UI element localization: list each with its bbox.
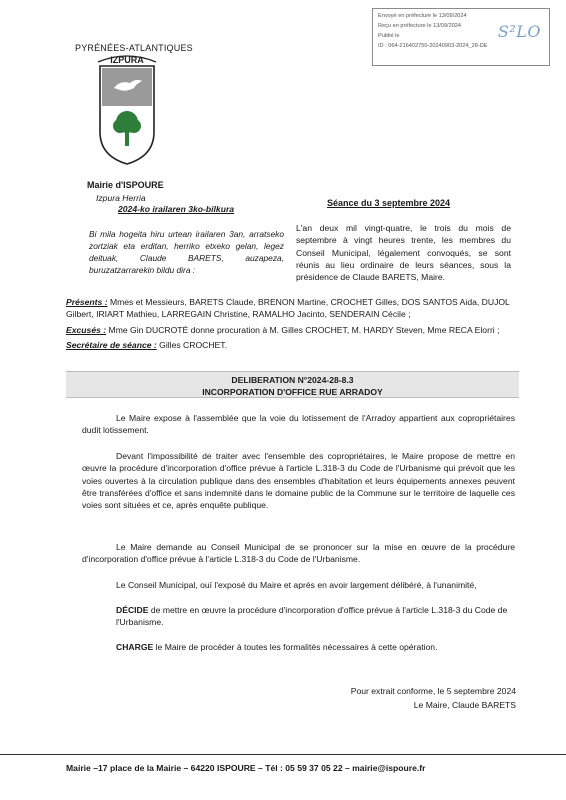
signoff-extract-line: Pour extrait conforme, le 5 septembre 2024: [350, 686, 516, 696]
stamp-sent-line: Envoyé en préfecture le 13/09/2024: [378, 13, 467, 19]
stamp-id-line: ID : 064-216402750-20240903-2024_28-DE: [378, 43, 488, 49]
paragraph-council: Le Conseil Municipal, ouï l'exposé du Maire et après en avoir largement délibéré, à l'unanimité,: [116, 580, 477, 590]
deliberation-title: INCORPORATION D'OFFICE RUE ARRADOY: [202, 387, 383, 397]
transmission-stamp: [372, 8, 550, 66]
footer-contact: Mairie –17 place de la Mairie – 64220 ISPOURE – Tél : 05 59 37 05 22 – mairie@ispoure.fr: [66, 763, 426, 773]
excuses-list: Mme Gin DUCROTÉ donne procuration à M. Gilles CROCHET, M. HARDY Steven, Mme RECA Elorri ;: [108, 324, 500, 335]
region-heading: PYRÉNÉES-ATLANTIQUES: [75, 43, 193, 53]
mairie-name: Mairie d'ISPOURE: [87, 180, 164, 190]
attendance-block: [66, 296, 521, 354]
deliberation-number: DELIBERATION N°2024-28-8.3: [231, 375, 354, 385]
charge-text: le Maire de procéder à toutes les formalités nécessaires à cette opération.: [155, 642, 438, 652]
basque-session-title: 2024-ko irailaren 3ko-bilkura: [118, 204, 235, 214]
decide-text: de mettre en œuvre la procédure d'incorporation d'office prévue à l'article L.318-3 du Code de l'Urbanisme.: [116, 605, 508, 628]
basque-intro: Bi mila hogeita hiru urtean irailaren 3an, arratseko zortziak eta erditan, herriko etxeko gelan, legez deituak, Claude BARETS, auzapeza, buruzatzarrarekin bildu dira :: [89, 229, 284, 275]
charge-label: CHARGE: [116, 642, 154, 652]
session-title: Séance du 3 septembre 2024: [327, 198, 451, 208]
paragraph-request: Le Maire demande au Conseil Municipal de se prononcer sur la mise en œuvre de la procédure d'incorporation d'office prévue à l'article L.318-3 du Code de l'Urbanisme.: [82, 542, 515, 565]
excuses-label: Excusés :: [66, 324, 107, 335]
excuses-line: [66, 324, 521, 336]
signoff-block: [326, 684, 516, 712]
paragraph-proposal: Devant l'impossibilité de traiter avec l'ensemble des copropriétaires, le Maire propose de mettre en œuvre la procédure d'incorporation d'office prévue à l'article L.318-3 du Code de l'Urbanisme qui prévoit que les voies ouvertes à la circulation publique dans des ensembles d'habitation et leurs équipements annexes peuvent être transférées d'office et sans indemnité dans le domaine public de la Commune sur le territoire de laquelle ces voies sont situées et ce, après enquête publique.: [82, 451, 515, 511]
signoff-mayor-line: Le Maire, Claude BARETS: [413, 700, 516, 710]
decide-clause: [116, 604, 516, 629]
stamp-signature-logo: S²LO: [497, 22, 541, 41]
footer-divider: [0, 754, 566, 755]
herria-name: Izpura Herria: [96, 193, 146, 203]
presents-line: [66, 296, 521, 321]
stamp-published-line: Publié le: [378, 33, 400, 39]
presents-list: Mmes et Messieurs, BARETS Claude, BRENON Martine, CROCHET Gilles, DOS SANTOS Aida, DUJOL Gilbert, IRIART Mathieu, LARREGAIN Christine, RAMALHO Jacinto, SENDERAIN Cécile ;: [66, 297, 510, 320]
coat-of-arms-logo: [96, 52, 158, 166]
charge-clause: [116, 641, 516, 653]
french-intro: L'an deux mil vingt-quatre, le trois du mois de septembre à vingt heures trente, les membres du Conseil Municipal, légalement convoqués, se sont réunis au lieu ordinaire de leurs séances, sous la présidence de Claude BARETS, Maire.: [296, 223, 511, 283]
secretaire-name: Gilles CROCHET.: [159, 339, 227, 350]
decide-label: DÉCIDE: [116, 605, 149, 615]
logo-banner-text: IZPURA: [110, 55, 144, 65]
presents-label: Présents :: [66, 297, 108, 307]
deliberation-header: [66, 371, 519, 398]
paragraph-expose: Le Maire expose à l'assemblée que la voie du lotissement de l'Arradoy appartient aux copropriétaires dudit lotissement.: [82, 413, 515, 436]
secretaire-label: Secrétaire de séance :: [66, 339, 157, 350]
secretaire-line: [66, 339, 521, 351]
stamp-received-line: Reçu en préfecture le 13/09/2024: [378, 23, 462, 29]
